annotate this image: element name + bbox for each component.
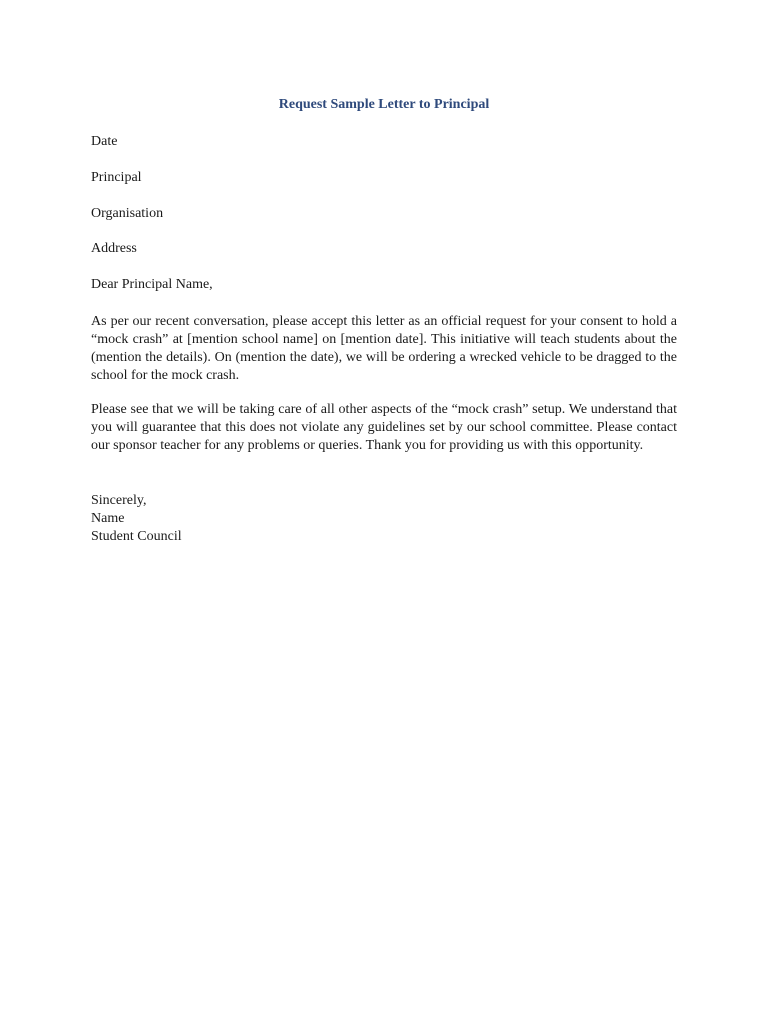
recipient-principal: Principal — [91, 170, 142, 185]
letter-title: Request Sample Letter to Principal — [278, 97, 490, 112]
salutation: Dear Principal Name, — [91, 277, 213, 292]
body-paragraph-1: As per our recent conversation, please accept this letter as an official request for your consent to hold a “mock crash” at [mention school name] on [mention date]. This initiative will teach students about the (mention the details). On (mention the date), we will be ordering a wrecked vehicle to be dragged to the school for the mock crash. — [91, 314, 677, 383]
date-line: Date — [91, 134, 118, 149]
recipient-address: Address — [91, 241, 137, 256]
closing-line: Sincerely, — [91, 493, 147, 508]
closing-block — [91, 492, 182, 546]
sender-signature: Student Council — [91, 529, 182, 544]
body-paragraph-2: Please see that we will be taking care of all other aspects of the “mock crash” setup. We understand that you will guarantee that this does not violate any guidelines set by our school committee. Please contact our sponsor teacher for any problems or queries. Thank you for providing us with this opportunity. — [91, 402, 677, 453]
sender-name: Name — [91, 511, 125, 526]
recipient-organisation: Organisation — [91, 206, 164, 221]
